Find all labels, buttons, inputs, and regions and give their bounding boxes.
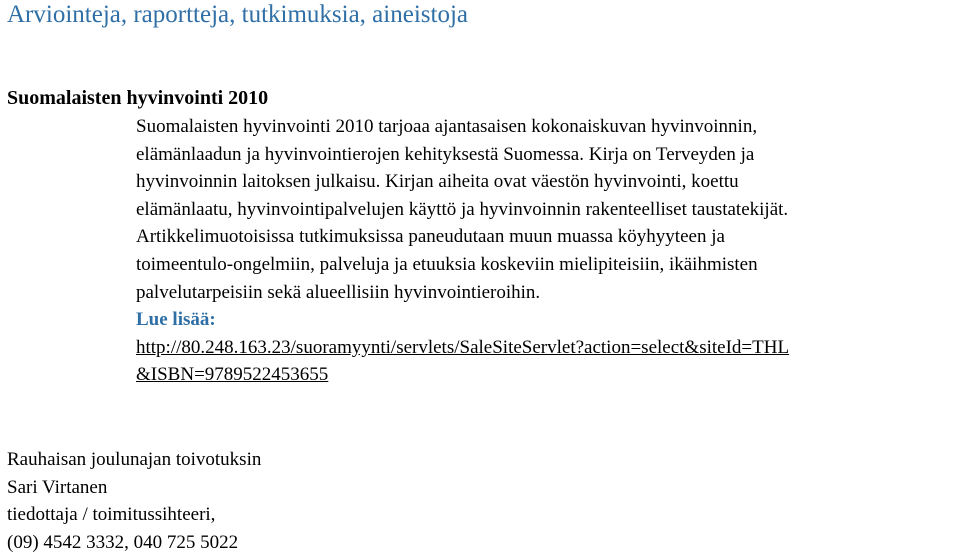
description-line: hyvinvoinnin laitoksen julkaisu. Kirjan aiheita ovat väestön hyvinvointi, koettu: [136, 171, 739, 193]
signature-name: Sari Virtanen: [7, 476, 108, 498]
description-line: palvelutarpeisiin sekä alueellisiin hyvinvointieroihin.: [136, 281, 541, 303]
signature-greeting: Rauhaisan joulunajan toivotuksin: [7, 449, 262, 470]
read-more-link-continued[interactable]: &ISBN=9789522453655: [136, 364, 329, 386]
read-more-link-line-2[interactable]: [136, 361, 960, 389]
description-line: Artikkelimuotoisissa tutkimuksissa paneudutaan muun muassa köyhyyteen ja: [136, 226, 725, 248]
read-more-link[interactable]: http://80.248.163.23/suoramyynti/servlets/SaleSiteServlet?action=select&siteId=THL: [136, 336, 790, 358]
read-more-link-line-1[interactable]: [136, 334, 960, 362]
book-title: Suomalaisten hyvinvointi 2010: [7, 87, 269, 109]
page-heading: Arviointeja, raportteja, tutkimuksia, aineistoja: [7, 1, 468, 28]
description-line: Suomalaisten hyvinvointi 2010 tarjoaa ajantasaisen kokonaiskuvan hyvinvoinnin,: [136, 116, 758, 137]
description-line: toimeentulo-ongelmiin, palveluja ja etuuksia koskeviin mielipiteisiin, ikäihmisten: [136, 253, 758, 275]
description-line: elämänlaatu, hyvinvointipalvelujen käyttö ja hyvinvoinnin rakenteelliset taustatekijät.: [136, 198, 789, 220]
description-line: elämänlaadun ja hyvinvointierojen kehityksestä Suomessa. Kirja on Terveyden ja: [136, 143, 755, 165]
signature-role: tiedottaja / toimitussihteeri,: [7, 504, 216, 526]
read-more-label: Lue lisää:: [136, 309, 216, 331]
signature-phone: (09) 4542 3332, 040 725 5022: [7, 531, 239, 553]
signature-block: [7, 446, 261, 556]
book-description: [136, 113, 960, 389]
